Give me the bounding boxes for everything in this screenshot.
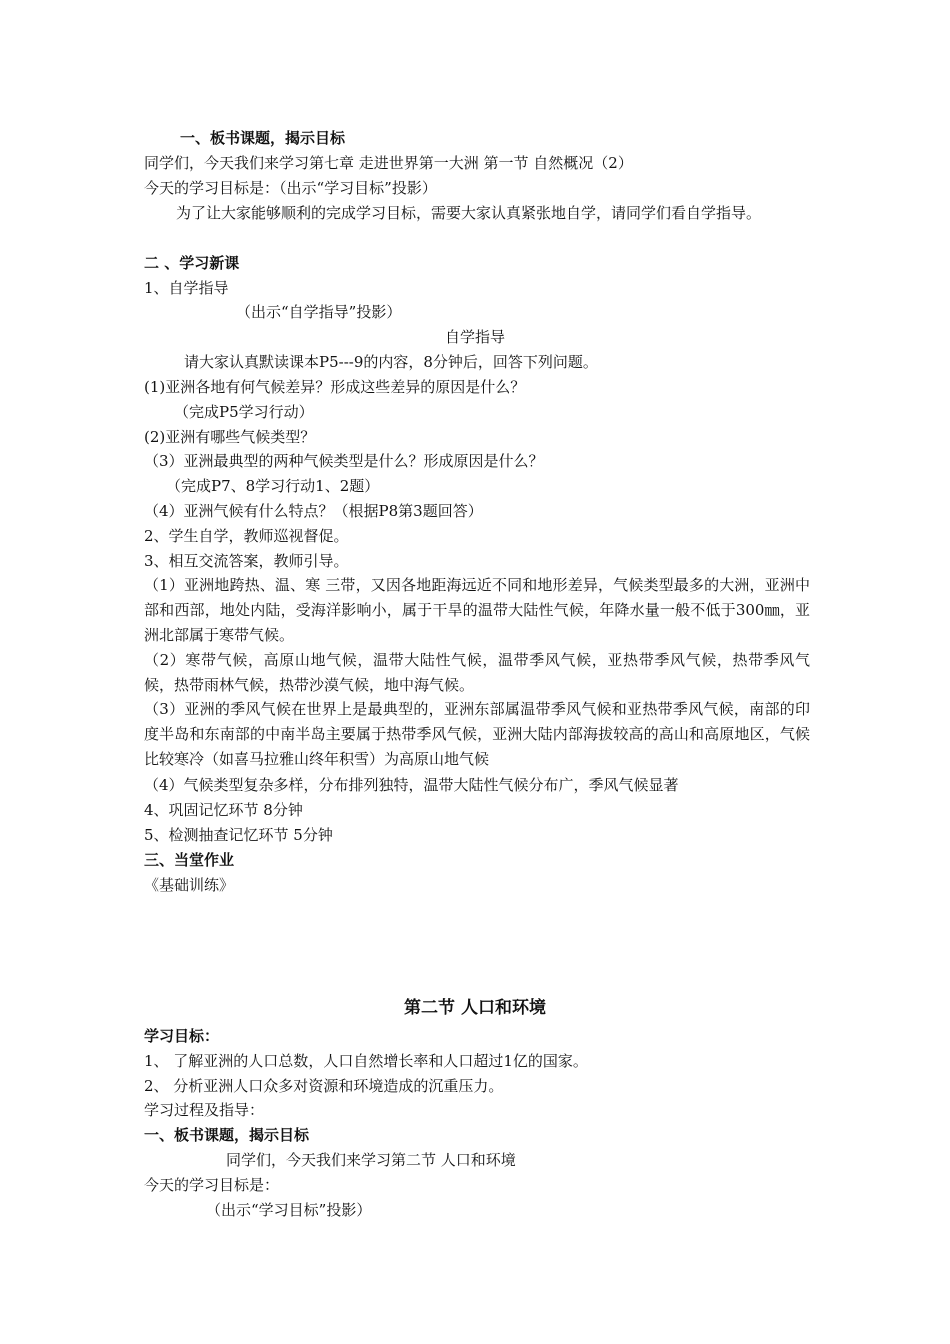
answer-3: （3）亚洲的季风气候在世界上是最典型的，亚洲东部属温带季风气候和亚热带季风气候，南部的印度半岛和东南部的中南半岛主要属于热带季风气候，亚洲大陆内部海拔较高的高山和高原地区，气候比较寒冷（如喜马拉雅山终年积雪）为高原山地气候: [144, 700, 810, 768]
homework-text: 《基础训练》: [144, 876, 235, 894]
show-goal-note: （出示“学习目标”投影）: [206, 1201, 372, 1219]
heading-board-topic: 一、板书课题，揭示目标: [180, 129, 346, 147]
item-student-study: 2、学生自学，教师巡视督促。: [144, 527, 349, 545]
item-self-study-guide: 1、自学指导: [144, 279, 229, 297]
goal-line: 今天的学习目标是：（出示“学习目标”投影）: [144, 179, 437, 197]
item-exchange-answers: 3、相互交流答案，教师引导。: [144, 552, 349, 570]
guide-instruction: 请大家认真默读课本P5---9的内容，8分钟后，回答下列问题。: [184, 353, 598, 371]
goal-2: 2、 分析亚洲人口众多对资源和环境造成的沉重压力。: [144, 1077, 504, 1095]
guide-title: 自学指导: [444, 328, 505, 346]
selfstudy-paragraph: 为了让大家能够顺利的完成学习目标，需要大家认真紧张地自学，请同学们看自学指导。: [176, 204, 762, 222]
heading-board-topic-2: 一、板书课题，揭示目标: [144, 1126, 310, 1144]
goal-line-2: 今天的学习目标是：: [144, 1176, 280, 1194]
show-guide-note: （出示“自学指导”投影）: [236, 303, 402, 321]
question-1: (1)亚洲各地有何气候差异？形成这些差异的原因是什么？: [144, 378, 526, 396]
heading-homework: 三、当堂作业: [144, 851, 235, 869]
question-1-note: （完成P5学习行动）: [174, 403, 314, 421]
process-label: 学习过程及指导：: [144, 1101, 265, 1119]
heading-new-lesson: 二 、学习新课: [144, 254, 240, 272]
item-consolidate: 4、巩固记忆环节 8分钟: [144, 801, 303, 819]
goal-1: 1、 了解亚洲的人口总数，人口自然增长率和人口超过1亿的国家。: [144, 1052, 588, 1070]
answer-2: （2）寒带气候，高原山地气候，温带大陆性气候，温带季风气候，亚热带季风气候，热带季风气候，热带雨林气候，热带沙漠气候，地中海气候。: [144, 651, 810, 694]
intro-line-2: 同学们，今天我们来学习第二节 人口和环境: [226, 1151, 516, 1169]
intro-line: 同学们，今天我们来学习第七章 走进世界第一大洲 第一节 自然概况（2）: [144, 154, 633, 172]
section-title: 第二节 人口和环境: [404, 998, 546, 1018]
question-3-note: （完成P7、8学习行动1、2题）: [166, 477, 380, 495]
answer-1: （1）亚洲地跨热、温、寒 三带，又因各地距海远近不同和地形差异，气候类型最多的大洲，亚洲中部和西部，地处内陆，受海洋影响小，属于干旱的温带大陆性气候，年降水量一般不低于300㎜，亚洲北部属于寒带气候。: [144, 576, 810, 644]
question-4: （4）亚洲气候有什么特点？（根据P8第3题回答）: [144, 502, 483, 520]
question-3: （3）亚洲最典型的两种气候类型是什么？形成原因是什么？: [144, 452, 544, 470]
question-2: (2)亚洲有哪些气候类型？: [144, 428, 316, 446]
answer-4: （4）气候类型复杂多样，分布排列独特，温带大陆性气候分布广，季风气候显著: [144, 776, 679, 794]
goals-heading: 学习目标：: [144, 1027, 220, 1045]
item-check: 5、检测抽查记忆环节 5分钟: [144, 826, 333, 844]
